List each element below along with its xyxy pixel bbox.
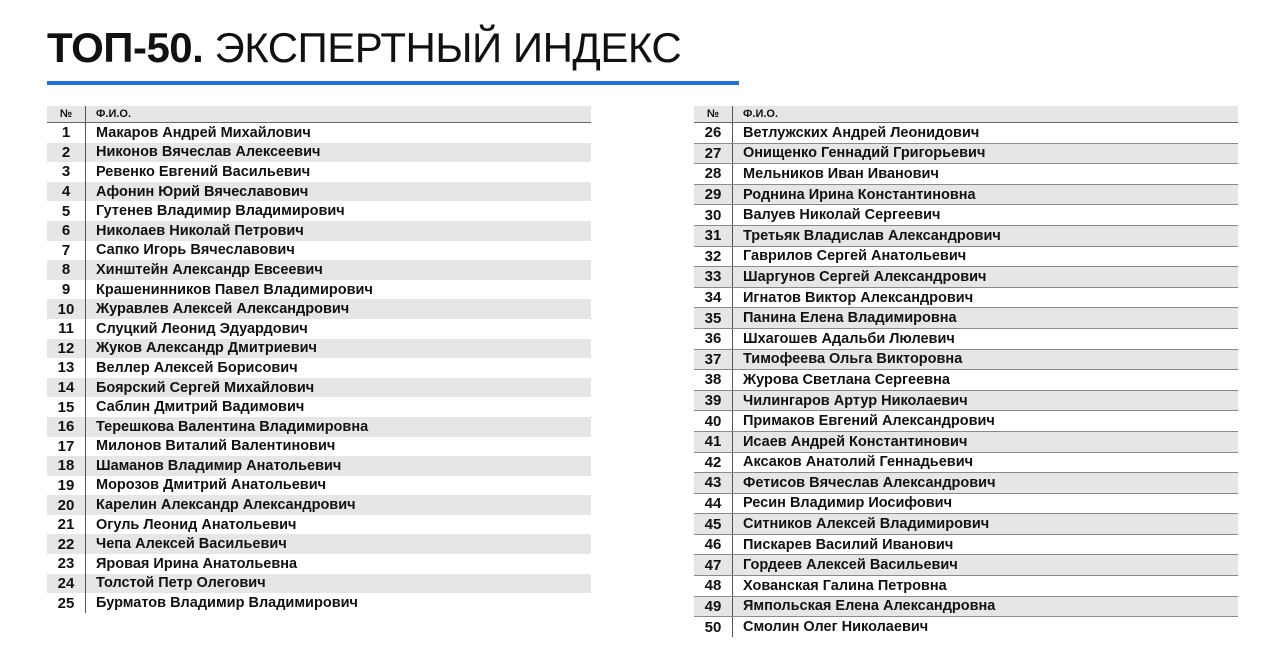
rank-number: 38 bbox=[694, 370, 733, 391]
rank-number: 10 bbox=[47, 299, 86, 319]
person-name: Милонов Виталий Валентинович bbox=[96, 438, 336, 455]
rank-number: 18 bbox=[47, 456, 86, 476]
table-row bbox=[694, 390, 1238, 411]
person-name: Ветлужских Андрей Леонидович bbox=[733, 123, 1239, 144]
rank-number: 13 bbox=[47, 358, 86, 378]
table-row bbox=[47, 378, 591, 398]
table-row bbox=[47, 162, 591, 182]
rank-number: 24 bbox=[47, 574, 86, 594]
person-name: Роднина Ирина Константиновна bbox=[733, 184, 1239, 205]
table-row bbox=[47, 201, 591, 221]
person-name: Никонов Вячеслав Алексеевич bbox=[86, 143, 592, 163]
person-name: Веллер Алексей Борисович bbox=[96, 359, 298, 376]
person-name: Игнатов Виктор Александрович bbox=[733, 287, 1239, 308]
person-name: Хованская Галина Петровна bbox=[733, 576, 1239, 597]
table-row bbox=[694, 534, 1238, 555]
table-row bbox=[47, 574, 591, 594]
header-name: Ф.И.О. bbox=[733, 106, 1239, 123]
person-name: Журавлев Алексей Александрович bbox=[86, 299, 592, 319]
table-row bbox=[694, 370, 1238, 391]
table-row bbox=[694, 246, 1238, 267]
table-row bbox=[694, 205, 1238, 226]
rank-number: 22 bbox=[47, 534, 86, 554]
rank-number: 4 bbox=[47, 182, 86, 202]
person-name: Гордеев Алексей Васильевич bbox=[733, 555, 1239, 576]
table-row bbox=[47, 554, 591, 574]
table-row bbox=[47, 534, 591, 554]
table-header-row bbox=[47, 106, 591, 123]
rank-number: 15 bbox=[47, 397, 86, 417]
person-name: Примаков Евгений Александрович bbox=[733, 411, 1239, 432]
table-row bbox=[694, 143, 1238, 164]
rank-number: 34 bbox=[694, 287, 733, 308]
person-name: Журова Светлана Сергеевна bbox=[733, 370, 1239, 391]
table-row bbox=[47, 397, 591, 417]
rank-number: 31 bbox=[694, 225, 733, 246]
table-row bbox=[694, 514, 1238, 535]
table-row bbox=[694, 267, 1238, 288]
rank-number: 21 bbox=[47, 515, 86, 535]
person-name: Николаев Николай Петрович bbox=[86, 221, 592, 241]
person-name: Третьяк Владислав Александрович bbox=[733, 225, 1239, 246]
table-row bbox=[694, 349, 1238, 370]
person-name: Шаманов Владимир Анатольевич bbox=[86, 456, 592, 476]
person-name: Аксаков Анатолий Геннадьевич bbox=[733, 452, 1239, 473]
person-name: Валуев Николай Сергеевич bbox=[733, 205, 1239, 226]
person-name: Толстой Петр Олегович bbox=[86, 574, 592, 594]
table-row bbox=[47, 280, 591, 300]
person-name: Шаргунов Сергей Александрович bbox=[733, 267, 1239, 288]
rank-number: 1 bbox=[47, 123, 86, 143]
rank-number: 23 bbox=[47, 554, 86, 574]
table-row bbox=[47, 476, 591, 496]
rank-number: 5 bbox=[47, 201, 86, 221]
rank-number: 39 bbox=[694, 390, 733, 411]
rank-number: 43 bbox=[694, 473, 733, 494]
table-row bbox=[47, 456, 591, 476]
table-row bbox=[694, 576, 1238, 597]
rank-number: 8 bbox=[47, 260, 86, 280]
person-name: Пискарев Василий Иванович bbox=[733, 534, 1239, 555]
person-name: Жуков Александр Дмитриевич bbox=[86, 339, 592, 359]
table-row bbox=[47, 417, 591, 437]
person-name: Мельников Иван Иванович bbox=[733, 164, 1239, 185]
person-name: Ситников Алексей Владимирович bbox=[733, 514, 1239, 535]
rank-number: 7 bbox=[47, 241, 86, 261]
person-name: Яровая Ирина Анатольевна bbox=[96, 555, 298, 572]
person-name: Чепа Алексей Васильевич bbox=[86, 534, 592, 554]
table-row bbox=[47, 515, 591, 535]
person-name: Онищенко Геннадий Григорьевич bbox=[733, 143, 1239, 164]
rank-number: 28 bbox=[694, 164, 733, 185]
rank-number: 32 bbox=[694, 246, 733, 267]
table-row bbox=[47, 123, 591, 143]
person-name: Бурматов Владимир Владимирович bbox=[96, 595, 358, 612]
person-name: Крашенинников Павел Владимирович bbox=[96, 281, 373, 298]
header-num: № bbox=[694, 106, 733, 123]
table-row bbox=[694, 225, 1238, 246]
rank-number: 25 bbox=[47, 593, 86, 613]
rank-number: 30 bbox=[694, 205, 733, 226]
table-row bbox=[47, 358, 591, 378]
table-row bbox=[694, 123, 1238, 144]
person-name: Огуль Леонид Анатольевич bbox=[96, 516, 297, 533]
person-name: Афонин Юрий Вячеславович bbox=[86, 182, 592, 202]
rank-number: 33 bbox=[694, 267, 733, 288]
title-light-part: ЭКСПЕРТНЫЙ ИНДЕКС bbox=[214, 24, 682, 71]
person-name: Карелин Александр Александрович bbox=[86, 495, 592, 515]
rank-number: 46 bbox=[694, 534, 733, 555]
table-row bbox=[694, 184, 1238, 205]
ranking-body-left bbox=[47, 123, 591, 613]
person-name: Саблин Дмитрий Вадимович bbox=[96, 399, 305, 416]
person-name: Боярский Сергей Михайлович bbox=[86, 378, 592, 398]
rank-number: 27 bbox=[694, 143, 733, 164]
page-title-block bbox=[47, 24, 681, 72]
person-name: Морозов Дмитрий Анатольевич bbox=[96, 477, 327, 494]
table-row bbox=[694, 287, 1238, 308]
rank-number: 29 bbox=[694, 184, 733, 205]
rank-number: 40 bbox=[694, 411, 733, 432]
rank-number: 20 bbox=[47, 495, 86, 515]
rank-number: 49 bbox=[694, 596, 733, 617]
person-name: Сапко Игорь Вячеславович bbox=[96, 242, 295, 259]
table-row bbox=[47, 437, 591, 457]
table-row bbox=[694, 411, 1238, 432]
table-row bbox=[694, 452, 1238, 473]
rank-number: 42 bbox=[694, 452, 733, 473]
header-num: № bbox=[47, 106, 86, 123]
table-row bbox=[47, 143, 591, 163]
person-name: Хинштейн Александр Евсеевич bbox=[86, 260, 592, 280]
person-name: Слуцкий Леонид Эдуардович bbox=[96, 320, 308, 337]
rank-number: 48 bbox=[694, 576, 733, 597]
table-row bbox=[694, 473, 1238, 494]
table-row bbox=[47, 221, 591, 241]
table-row bbox=[47, 182, 591, 202]
rank-number: 19 bbox=[47, 476, 86, 496]
table-row bbox=[694, 596, 1238, 617]
rank-number: 47 bbox=[694, 555, 733, 576]
table-row bbox=[47, 319, 591, 339]
person-name: Фетисов Вячеслав Александрович bbox=[733, 473, 1239, 494]
person-name: Терешкова Валентина Владимировна bbox=[86, 417, 592, 437]
table-header-row bbox=[694, 106, 1238, 123]
title-bold-part: ТОП-50. bbox=[47, 24, 204, 71]
rank-number: 37 bbox=[694, 349, 733, 370]
person-name: Исаев Андрей Константинович bbox=[733, 431, 1239, 452]
person-name: Смолин Олег Николаевич bbox=[743, 619, 929, 636]
rank-number: 11 bbox=[47, 319, 86, 339]
rank-number: 3 bbox=[47, 162, 86, 182]
table-row bbox=[694, 431, 1238, 452]
person-name: Панина Елена Владимировна bbox=[733, 308, 1239, 329]
ranking-body-right bbox=[694, 123, 1238, 637]
person-name: Гаврилов Сергей Анатольевич bbox=[733, 246, 1239, 267]
rank-number: 26 bbox=[694, 123, 733, 144]
table-row bbox=[47, 339, 591, 359]
person-name: Тимофеева Ольга Викторовна bbox=[733, 349, 1239, 370]
rank-number: 14 bbox=[47, 378, 86, 398]
person-name: Ресин Владимир Иосифович bbox=[733, 493, 1239, 514]
table-row bbox=[694, 328, 1238, 349]
rank-number: 44 bbox=[694, 493, 733, 514]
rank-number: 16 bbox=[47, 417, 86, 437]
rank-number: 50 bbox=[694, 617, 733, 637]
ranking-table-right bbox=[694, 106, 1238, 637]
rank-number: 36 bbox=[694, 328, 733, 349]
table-row bbox=[694, 493, 1238, 514]
person-name: Макаров Андрей Михайлович bbox=[96, 124, 311, 141]
rank-number: 45 bbox=[694, 514, 733, 535]
table-row bbox=[47, 299, 591, 319]
rank-number: 2 bbox=[47, 143, 86, 163]
rank-number: 35 bbox=[694, 308, 733, 329]
table-row bbox=[47, 260, 591, 280]
ranking-table-left bbox=[47, 106, 591, 613]
table-row bbox=[47, 241, 591, 261]
header-name: Ф.И.О. bbox=[86, 106, 592, 123]
rank-number: 41 bbox=[694, 431, 733, 452]
page-title bbox=[47, 24, 681, 72]
rank-number: 9 bbox=[47, 280, 86, 300]
person-name: Чилингаров Артур Николаевич bbox=[733, 390, 1239, 411]
rank-number: 6 bbox=[47, 221, 86, 241]
table-row bbox=[694, 308, 1238, 329]
person-name: Гутенев Владимир Владимирович bbox=[96, 203, 345, 220]
person-name: Шхагошев Адальби Люлевич bbox=[733, 328, 1239, 349]
person-name: Ямпольская Елена Александровна bbox=[733, 596, 1239, 617]
title-underline bbox=[47, 81, 739, 85]
table-row bbox=[47, 593, 591, 613]
rank-number: 17 bbox=[47, 437, 86, 457]
table-row bbox=[47, 495, 591, 515]
rank-number: 12 bbox=[47, 339, 86, 359]
person-name: Ревенко Евгений Васильевич bbox=[96, 163, 311, 180]
table-row bbox=[694, 164, 1238, 185]
table-row bbox=[694, 617, 1238, 637]
table-row bbox=[694, 555, 1238, 576]
